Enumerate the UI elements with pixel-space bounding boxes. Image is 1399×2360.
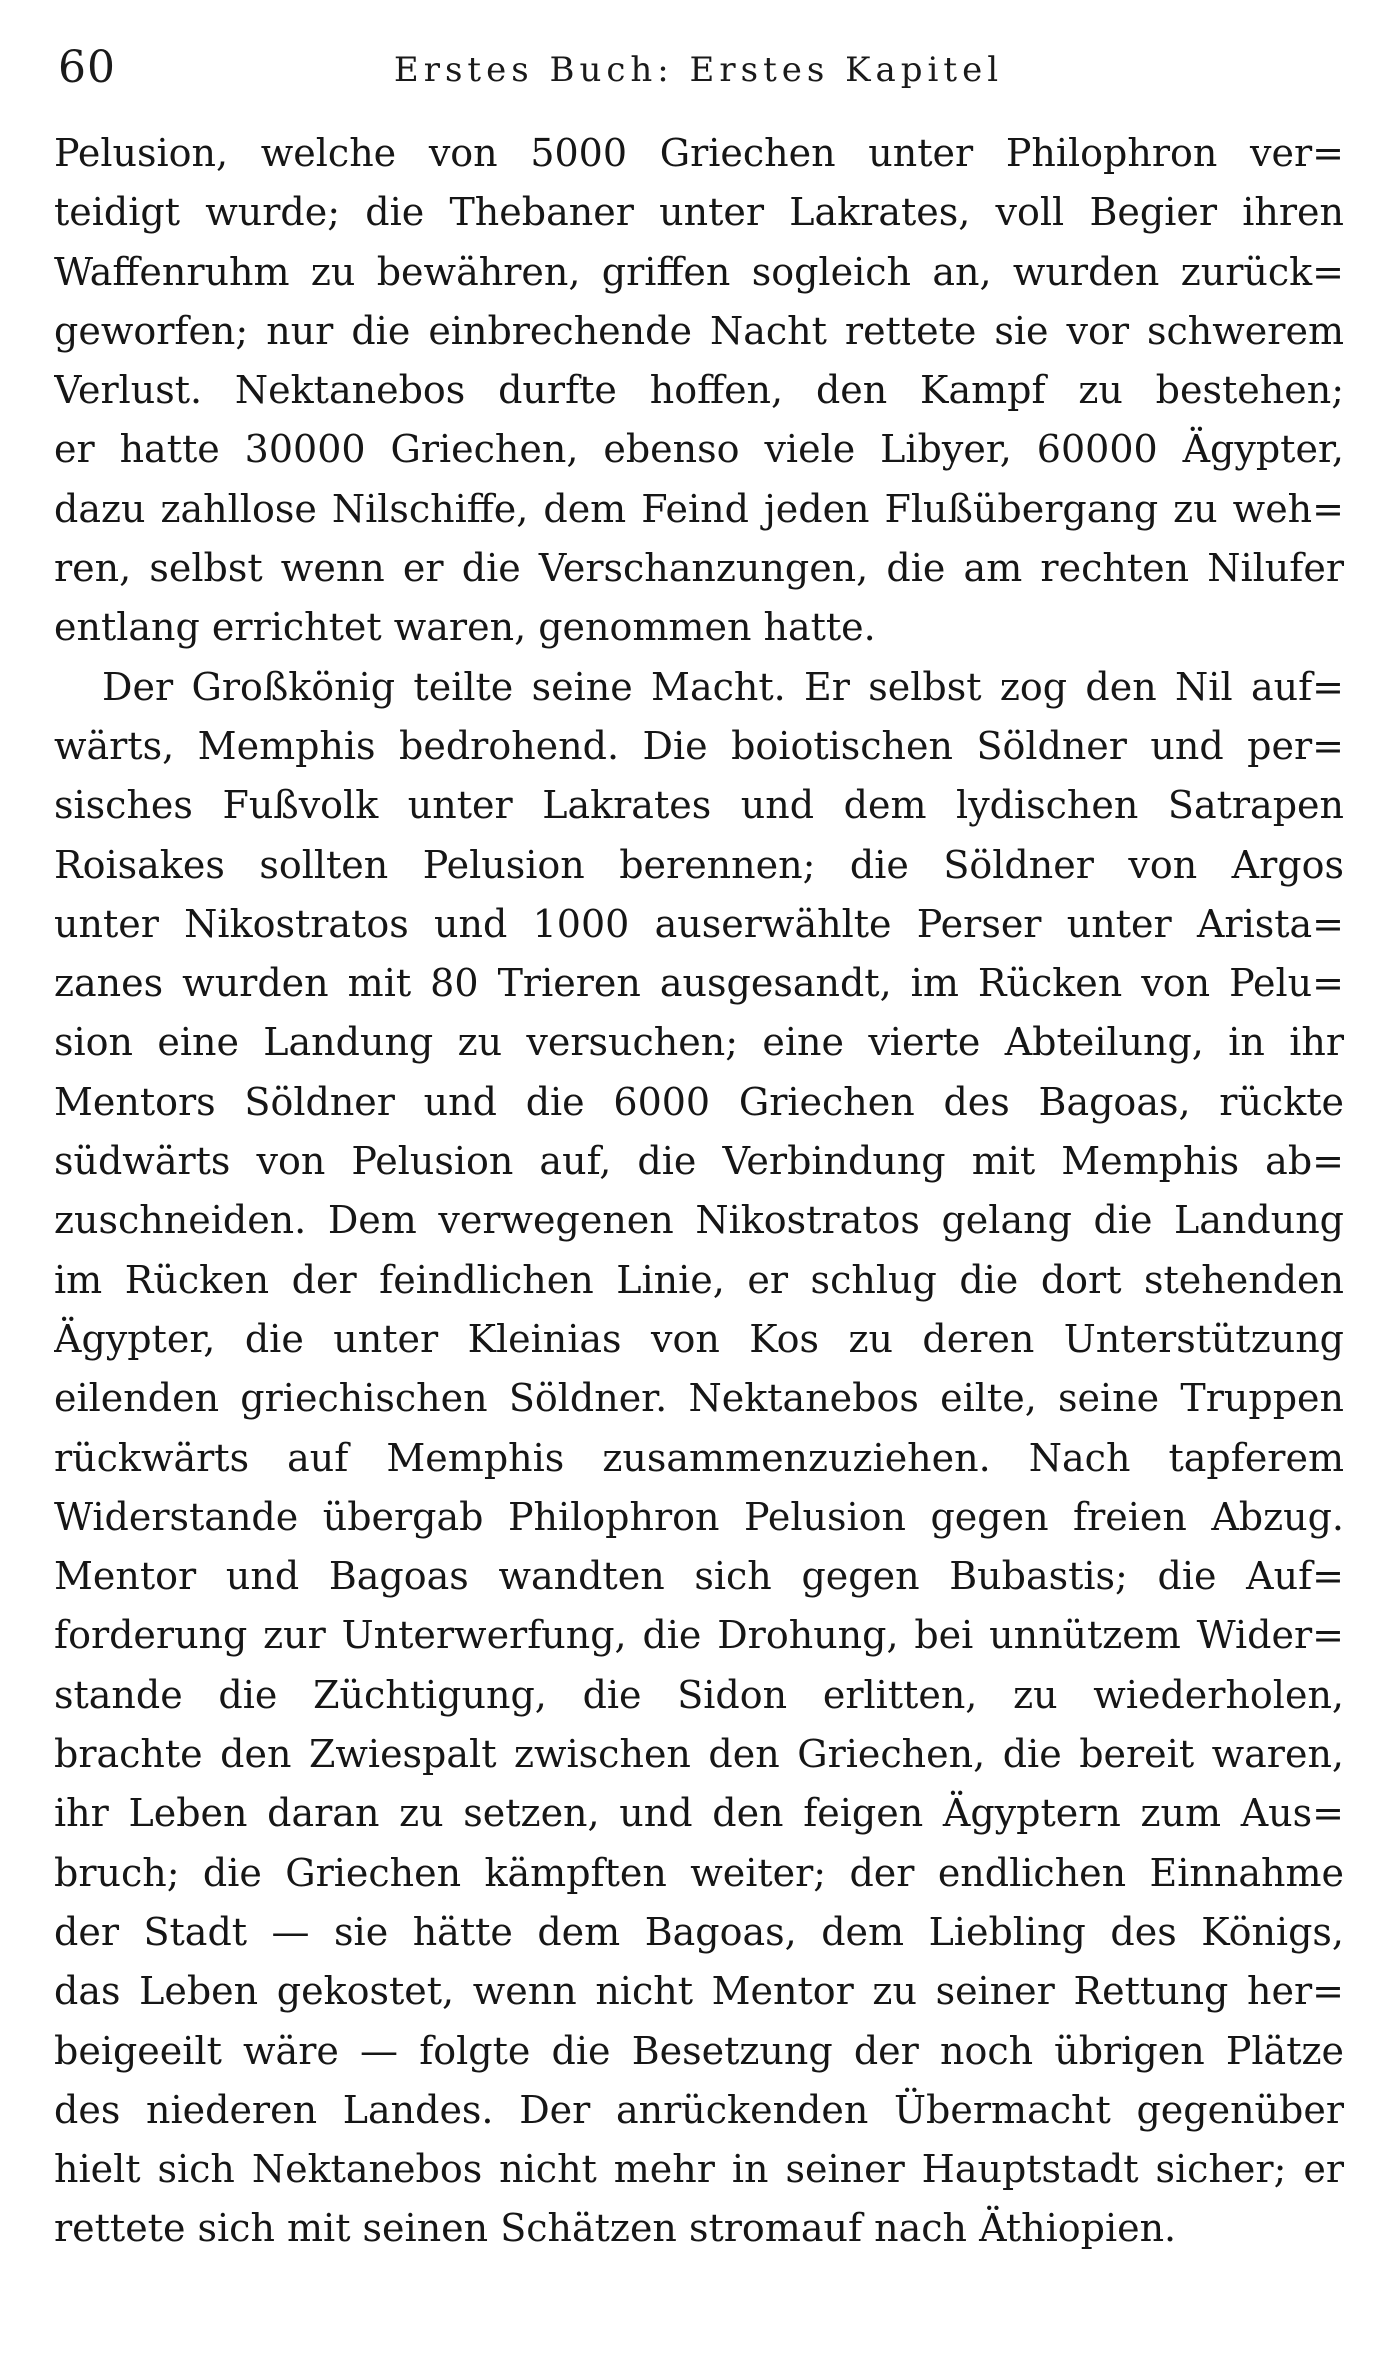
text-line: Mentors Söldner und die 6000 Griechen des Bagoas, rückte	[54, 1079, 1344, 1124]
text-line: eilenden griechischen Söldner. Nektanebos eilte, seine Truppen	[54, 1376, 1344, 1421]
text-line: geworfen; nur die einbrechende Nacht rettete sie vor schwerem	[54, 308, 1344, 353]
text-line: zanes wurden mit 80 Trieren ausgesandt, im Rücken von Pelu=	[54, 961, 1344, 1006]
text-line: Waffenruhm zu bewähren, griffen sogleich an, wurden zurück=	[54, 249, 1344, 294]
text-line: beigeeilt wäre — folgte die Besetzung der noch übrigen Plätze	[54, 2028, 1344, 2073]
running-head: Erstes Buch: Erstes Kapitel	[393, 50, 1004, 90]
text-line: Widerstande übergab Philophron Pelusion gegen freien Abzug.	[54, 1494, 1344, 1539]
paragraph-start-line: Der Großkönig teilte seine Macht. Er selbst zog den Nil auf=	[102, 664, 1344, 709]
text-line: wärts, Memphis bedrohend. Die boiotischen Söldner und per=	[54, 723, 1344, 768]
text-line: ren, selbst wenn er die Verschanzungen, die am rechten Nilufer	[54, 546, 1344, 591]
text-line: Verlust. Nektanebos durfte hoffen, den Kampf zu bestehen;	[54, 368, 1344, 413]
text-line: Pelusion, welche von 5000 Griechen unter Philophron ver=	[54, 131, 1344, 175]
text-line: der Stadt — sie hätte dem Bagoas, dem Liebling des Königs,	[54, 1909, 1344, 1954]
text-line: dazu zahllose Nilschiffe, dem Feind jeden Flußübergang zu weh=	[54, 486, 1344, 531]
body-text	[54, 124, 1344, 2259]
text-line: brachte den Zwiespalt zwischen den Griechen, die bereit waren,	[54, 1732, 1344, 1777]
text-line: Roisakes sollten Pelusion berennen; die Söldner von Argos	[54, 842, 1344, 887]
text-line: bruch; die Griechen kämpften weiter; der endlichen Einnahme	[54, 1850, 1344, 1895]
text-line: forderung zur Unterwerfung, die Drohung, bei unnützem Wider=	[54, 1613, 1344, 1658]
page-number: 60	[58, 42, 116, 93]
text-line: Ägypter, die unter Kleinias von Kos zu deren Unterstützung	[54, 1316, 1344, 1361]
text-line: des niederen Landes. Der anrückenden Übermacht gegenüber	[54, 2087, 1344, 2132]
text-line: hielt sich Nektanebos nicht mehr in seiner Hauptstadt sicher; er	[54, 2147, 1344, 2192]
text-line: zuschneiden. Dem verwegenen Nikostratos gelang die Landung	[54, 1198, 1344, 1243]
text-line: rückwärts auf Memphis zusammenzuziehen. Nach tapferem	[54, 1435, 1344, 1480]
text-line: ihr Leben daran zu setzen, und den feigen Ägyptern zum Aus=	[54, 1791, 1344, 1836]
page-header	[58, 36, 1339, 106]
text-line: im Rücken der feindlichen Linie, er schlug die dort stehenden	[54, 1257, 1344, 1302]
paragraph-end-line: rettete sich mit seinen Schätzen stromauf nach Äthiopien.	[54, 2206, 1177, 2251]
text-line: sisches Fußvolk unter Lakrates und dem lydischen Satrapen	[54, 783, 1344, 828]
text-line: Mentor und Bagoas wandten sich gegen Bubastis; die Auf=	[54, 1554, 1344, 1599]
text-line: er hatte 30000 Griechen, ebenso viele Libyer, 60000 Ägypter,	[54, 427, 1344, 472]
paragraph-end-line: entlang errichtet waren, genommen hatte.	[54, 605, 876, 650]
text-line: südwärts von Pelusion auf, die Verbindung mit Memphis ab=	[54, 1139, 1344, 1184]
text-line: teidigt wurde; die Thebaner unter Lakrates, voll Begier ihren	[54, 190, 1344, 235]
text-line: unter Nikostratos und 1000 auserwählte Perser unter Arista=	[54, 901, 1344, 946]
text-line: stande die Züchtigung, die Sidon erlitten, zu wiederholen,	[54, 1672, 1344, 1717]
text-line: sion eine Landung zu versuchen; eine vierte Abteilung, in ihr	[54, 1020, 1344, 1065]
text-line: das Leben gekostet, wenn nicht Mentor zu seiner Rettung her=	[54, 1969, 1344, 2014]
